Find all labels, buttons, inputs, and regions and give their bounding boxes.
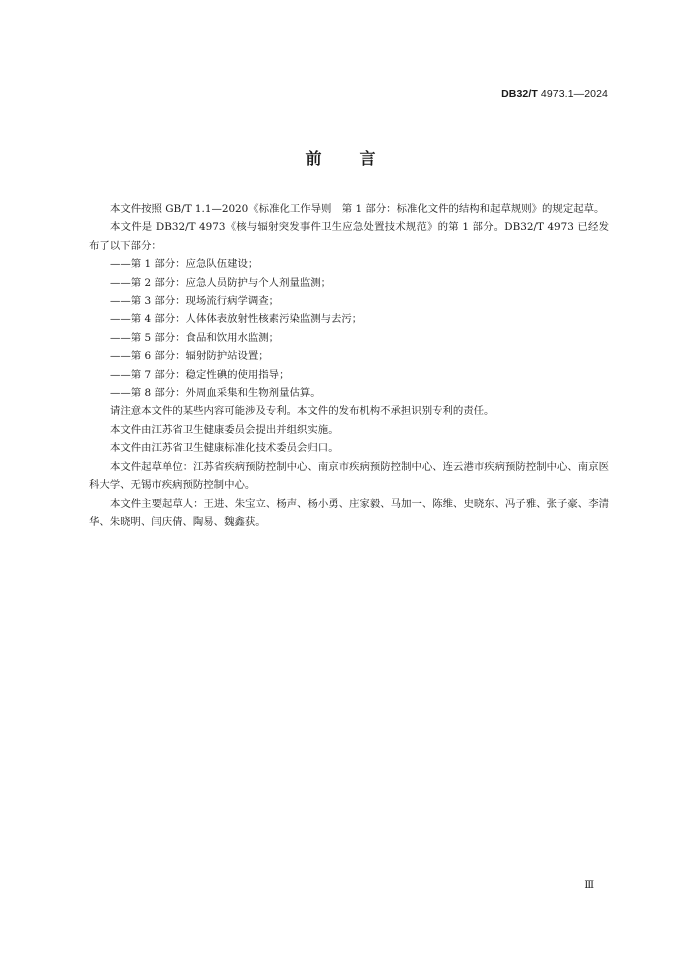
list-item: ——第 7 部分：稳定性碘的使用指导；: [110, 368, 290, 381]
paragraph-series-info: 本文件是 DB32/T 4973《核与辐射突发事件卫生应急处置技术规范》的第 1 部分。DB32/T 4973 已经发布了以下部分：: [89, 221, 609, 252]
paragraph-proposer: 本文件由江苏省卫生健康委员会提出并组织实施。: [110, 423, 339, 436]
paragraph-committee: 本文件由江苏省卫生健康标准化技术委员会归口。: [110, 442, 339, 455]
list-item: ——第 2 部分：应急人员防护与个人剂量监测；: [110, 276, 332, 289]
standard-number: 4973.1—2024: [540, 88, 608, 100]
paragraph-drafting-units: 本文件起草单位：江苏省疾病预防控制中心、南京市疾病预防控制中心、连云港市疾病预防控制中心、南京医科大学、无锡市疾病预防控制中心。: [89, 460, 609, 492]
list-item: ——第 5 部分：食品和饮用水监测；: [110, 331, 280, 344]
paragraph-patent-notice: 请注意本文件的某些内容可能涉及专利。本文件的发布机构不承担识别专利的责任。: [110, 405, 495, 418]
standard-code: [501, 88, 608, 100]
list-item: ——第 3 部分：现场流行病学调查；: [110, 295, 280, 308]
title-char-2: 言: [359, 149, 376, 168]
list-item: ——第 6 部分：辐射防护站设置；: [110, 350, 269, 363]
standard-prefix: DB32/T: [501, 88, 538, 100]
title-char-1: 前: [305, 149, 322, 168]
page-number: Ⅲ: [584, 880, 594, 891]
foreword-body: [89, 200, 609, 531]
list-item: ——第 8 部分：外周血采集和生物剂量估算。: [110, 387, 321, 400]
paragraph-drafting-basis: 本文件按照 GB/T 1.1—2020《标准化工作导则 第 1 部分：标准化文件的结构和起草规则》的规定起草。: [110, 203, 605, 215]
list-item: ——第 4 部分：人体体表放射性核素污染监测与去污；: [110, 313, 363, 326]
list-item: ——第 1 部分：应急队伍建设；: [110, 258, 259, 271]
paragraph-drafters: 本文件主要起草人：王进、朱宝立、杨声、杨小勇、庄家毅、马加一、陈维、史晓东、冯子雅、张子豪、李清华、朱晓明、闫庆倩、陶易、魏鑫获。: [89, 497, 609, 528]
page-title: [0, 146, 681, 169]
